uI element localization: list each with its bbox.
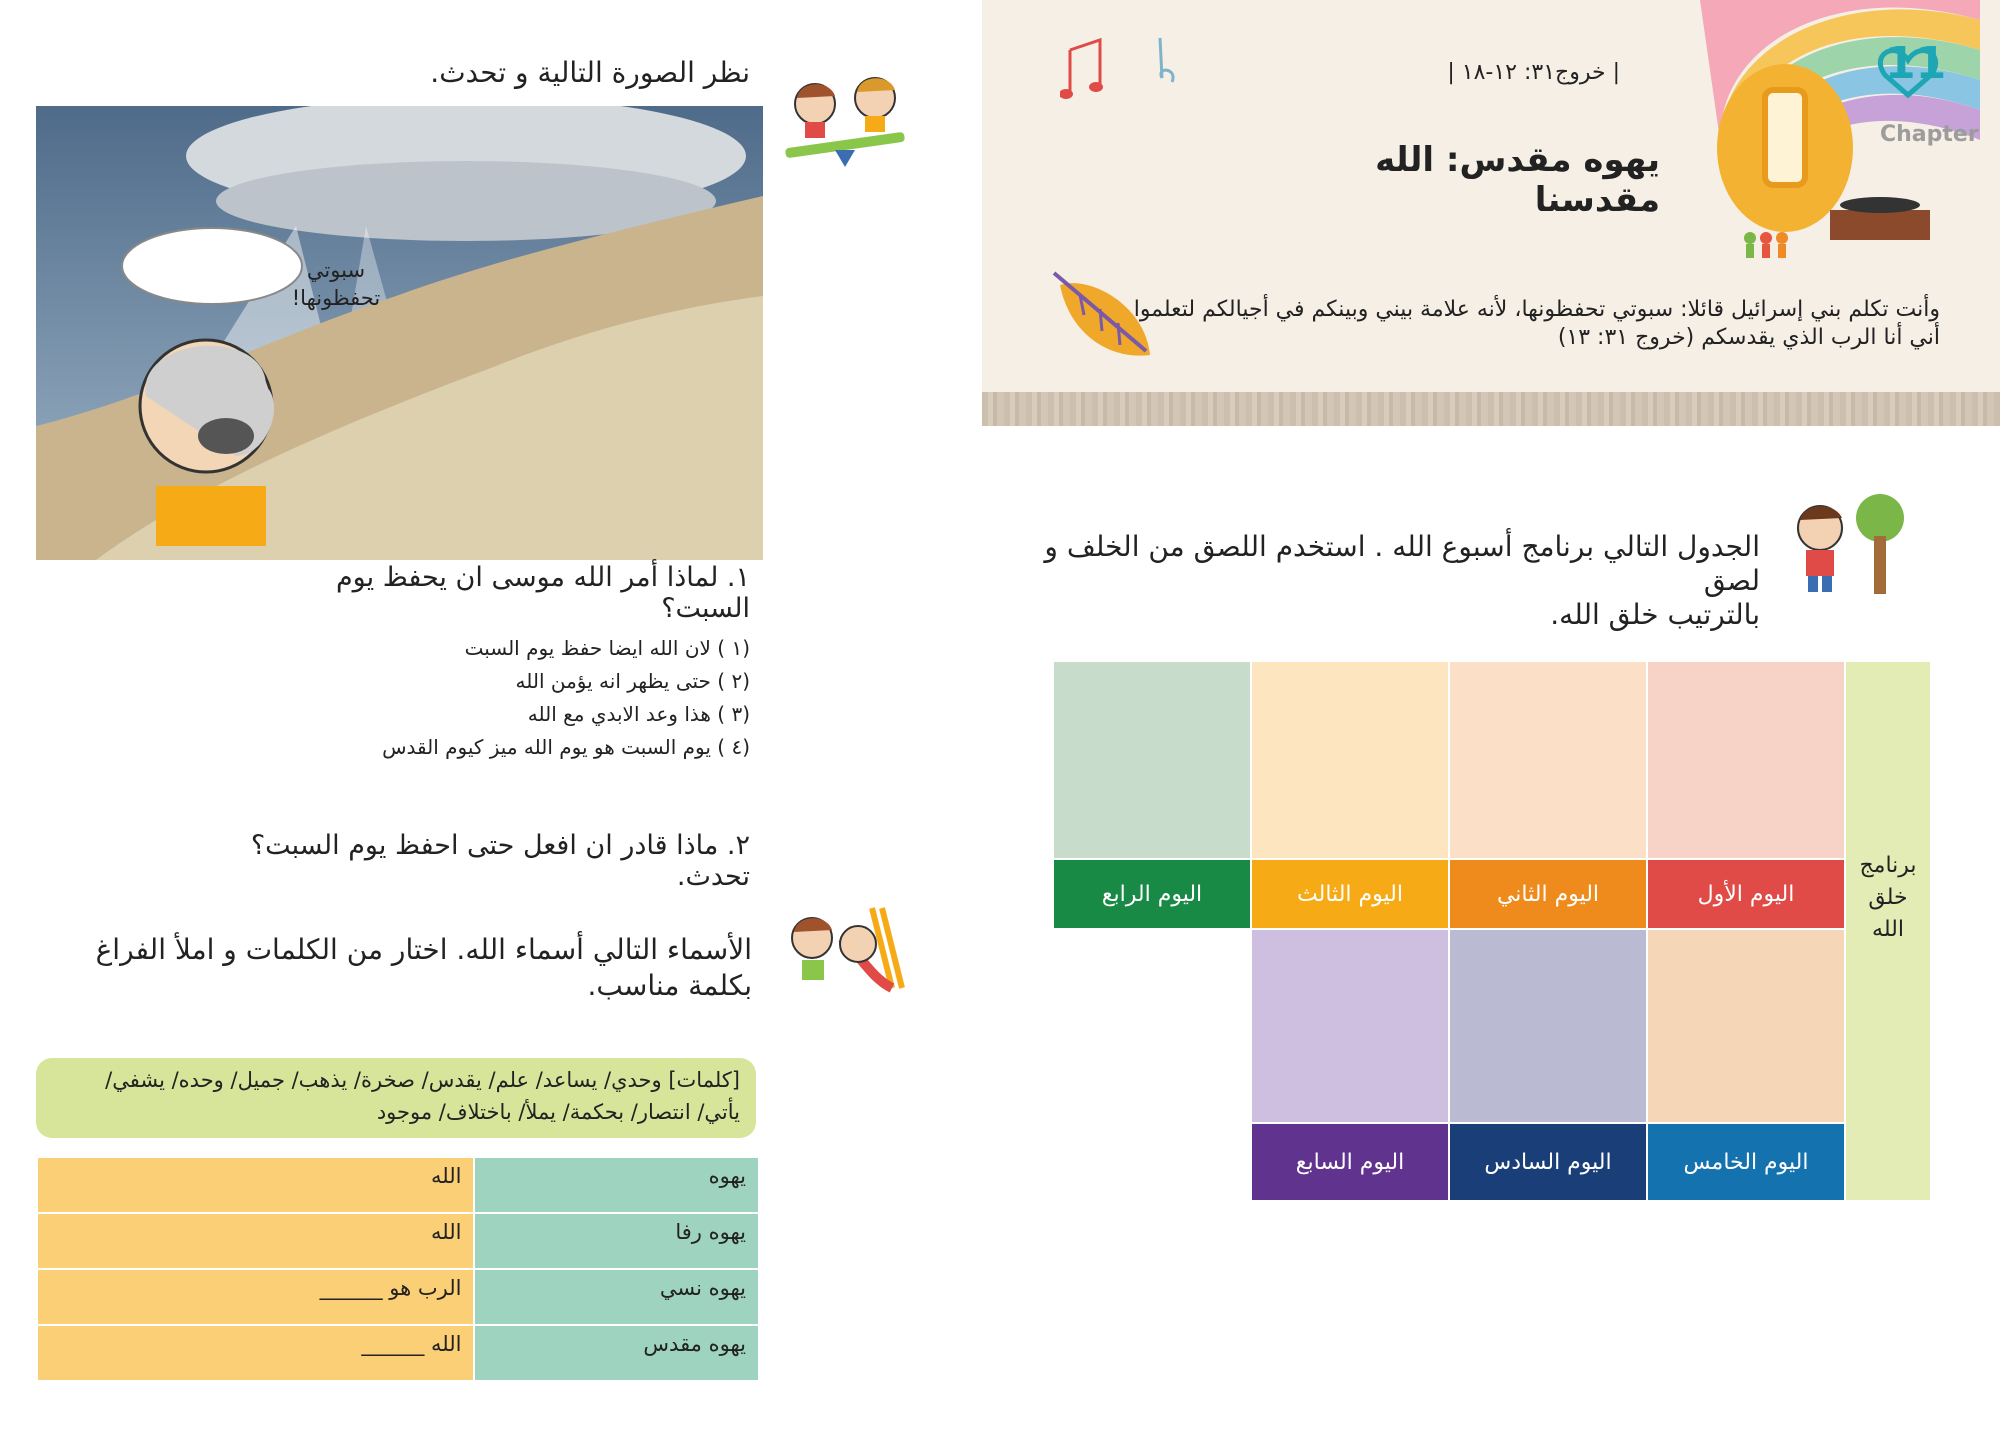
day-label-4: اليوم الرابع <box>1054 860 1250 928</box>
names-instruction: الأسماء التالي أسماء الله. اختار من الكلمات و املأ الفراغ بكلمة مناسب. <box>95 933 752 1002</box>
instruction-line: بالترتيب خلق الله. <box>1550 598 1760 631</box>
sticker-slot-day-4[interactable] <box>1054 662 1250 858</box>
chapter-number: 11 <box>1885 38 1947 89</box>
meaning-cell[interactable]: الله ______ <box>38 1326 473 1380</box>
word-bank-line: [كلمات] وحدي/ يساعد/ علم/ يقدس/ صخرة/ يذهب/ جميل/ وحده/ يشفي/ <box>105 1068 740 1092</box>
moses-on-mountain-illustration <box>36 106 763 560</box>
table-row <box>38 1214 758 1268</box>
meaning-cell[interactable]: الله <box>38 1214 473 1268</box>
speech-bubble-text <box>276 256 396 312</box>
verse-line: وأنت تكلم بني إسرائيل قائلا: سبوتي تحفظونها، لأنه علامة بيني وبينكم في أجيالكم لتعلموا <box>1133 297 1940 322</box>
name-cell: يهوه نسي <box>475 1270 758 1324</box>
table-row <box>38 1326 758 1380</box>
torn-paper-strip <box>982 392 2000 426</box>
table-row <box>38 1158 758 1212</box>
name-cell: يهوه مقدس <box>475 1326 758 1380</box>
kids-seesaw-illustration <box>775 62 915 174</box>
instruction-line: الجدول التالي برنامج أسبوع الله . استخدم اللصق من الخلف و لصق <box>1044 530 1760 597</box>
table-row <box>38 1270 758 1324</box>
word-bank-text <box>60 1064 740 1128</box>
chapter-verse <box>1040 296 1940 352</box>
scripture-reference: | خروج٣١: ١٢-١٨ | <box>1447 60 1620 85</box>
name-cell: يهوه <box>475 1158 758 1212</box>
creation-table-instruction <box>1020 530 1760 632</box>
sticker-slot-day-2[interactable] <box>1450 662 1646 858</box>
day-label-7: اليوم السابع <box>1252 1124 1448 1200</box>
sticker-slot-day-1[interactable] <box>1648 662 1844 858</box>
name-cell: يهوه رفا <box>475 1214 758 1268</box>
kid-with-tree-illustration <box>1770 488 1910 598</box>
sticker-slot-day-5[interactable] <box>1648 930 1844 1122</box>
day-label-5: اليوم الخامس <box>1648 1124 1844 1200</box>
day-label-6: اليوم السادس <box>1450 1124 1646 1200</box>
program-label-line: برنامج <box>1859 853 1917 878</box>
chapter-label: Chapter <box>1880 122 1979 147</box>
answer-option[interactable]: (٤ ) يوم السبت هو يوم الله ميز كيوم القدس <box>382 735 750 759</box>
verse-line: أني أنا الرب الذي يقدسكم (خروج ٣١: ١٣) <box>1557 325 1940 350</box>
names-of-god-table <box>36 1156 760 1382</box>
picture-instruction: نظر الصورة التالية و تحدث. <box>430 56 750 89</box>
chapter-title: يهوه مقدس: الله مقدسنا <box>1375 140 1660 220</box>
answer-option[interactable]: (١ ) لان الله ايضا حفظ يوم السبت <box>464 636 750 660</box>
day-label-2: اليوم الثاني <box>1450 860 1646 928</box>
sticker-slot-day-7[interactable] <box>1252 930 1448 1122</box>
meaning-cell[interactable]: الرب هو ______ <box>38 1270 473 1324</box>
program-label-line: الله <box>1872 917 1904 942</box>
day-label-3: اليوم الثالث <box>1252 860 1448 928</box>
program-label-line: خلق <box>1868 885 1908 910</box>
answer-option[interactable]: (٢ ) حتى يظهر انه يؤمن الله <box>515 669 750 693</box>
sticker-slot-day-3[interactable] <box>1252 662 1448 858</box>
question-2: ٢. ماذا قادر ان افعل حتى احفظ يوم السبت؟ تحدث. <box>250 830 750 892</box>
speech-line: تحفظونها! <box>291 286 381 310</box>
program-label <box>1846 850 1930 946</box>
question-1-options <box>300 632 750 764</box>
meaning-cell[interactable]: الله <box>38 1158 473 1212</box>
speech-line: سبوتي <box>306 258 366 282</box>
music-notes-icon <box>1060 30 1190 110</box>
sticker-slot-day-6[interactable] <box>1450 930 1646 1122</box>
word-bank-line: يأتي/ انتصار/ بحكمة/ يملأ/ باختلاف/ موجود <box>376 1100 740 1124</box>
day-label-1: اليوم الأول <box>1648 860 1844 928</box>
answer-option[interactable]: (٣ ) هذا وعد الابدي مع الله <box>527 702 750 726</box>
question-1: ١. لماذا أمر الله موسى ان يحفظ يوم السبت؟ <box>335 562 750 624</box>
kids-playground-illustration <box>782 898 912 998</box>
